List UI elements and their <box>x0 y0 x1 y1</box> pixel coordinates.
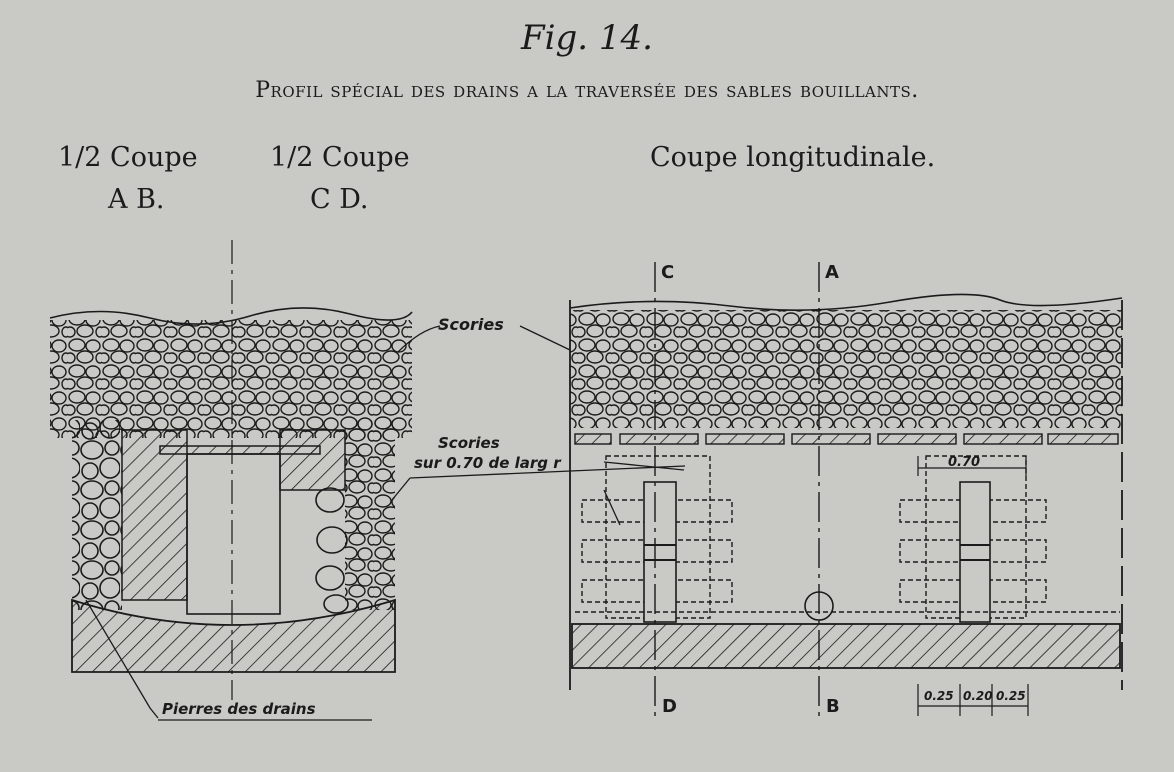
drain-channel <box>187 454 280 614</box>
dim-top-width: 0.70 <box>948 455 981 470</box>
slag-layer-long <box>570 310 1122 428</box>
dim-bottom-2: 0.20 <box>963 689 993 703</box>
drain-pillar-right <box>960 482 990 622</box>
foundation-base-cross <box>72 600 395 672</box>
half-section-cd-letters: C D. <box>310 184 369 215</box>
cover-slab-row <box>575 434 1118 444</box>
half-section-ab-letters: A B. <box>108 184 165 215</box>
longitudinal-view <box>570 262 1122 717</box>
foundation-base-long <box>572 624 1120 668</box>
pierres-label: Pierres des drains <box>162 700 316 718</box>
half-section-cd-label: 1/2 Coupe <box>270 142 410 173</box>
mark-d: D <box>662 696 677 717</box>
figure-title: Profil spécial des drains a la traversée des sables bouillants. <box>255 78 919 103</box>
scories-width-label-2: sur 0.70 de larg r <box>414 454 561 472</box>
ground-line-long <box>570 294 1122 310</box>
figure-number: Fig. 14. <box>521 18 653 58</box>
mark-c: C <box>661 262 675 283</box>
scories-leader-right <box>520 326 570 350</box>
right-slag-fill <box>345 420 395 610</box>
cross-section-view <box>50 240 412 720</box>
left-hatched-block <box>122 430 187 600</box>
longitudinal-section-label: Coupe longitudinale. <box>650 142 936 173</box>
right-hatched-block <box>280 430 345 490</box>
mark-a: A <box>825 262 839 283</box>
half-section-ab-label: 1/2 Coupe <box>58 142 198 173</box>
dim-bottom-3: 0.25 <box>996 689 1026 703</box>
cover-slab <box>160 446 320 454</box>
dim-bottom-1: 0.25 <box>924 689 954 703</box>
scories-width-label-1: Scories <box>438 434 500 452</box>
mark-b: B <box>826 696 840 717</box>
drain-stones-right <box>316 488 348 613</box>
left-stone-wall <box>72 420 122 610</box>
drain-pillar-left <box>644 482 676 622</box>
scories-label: Scories <box>438 315 504 334</box>
